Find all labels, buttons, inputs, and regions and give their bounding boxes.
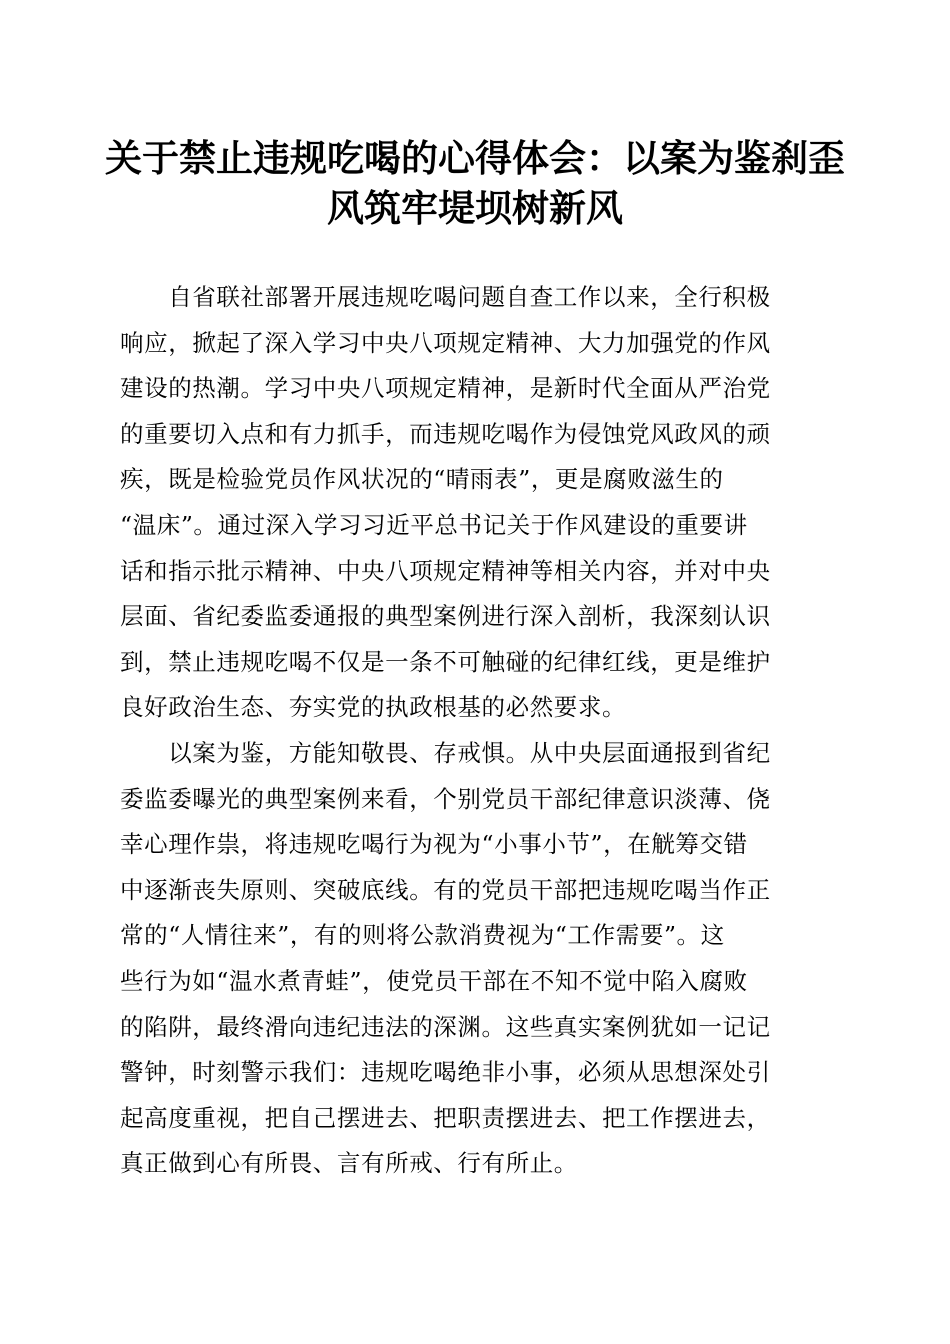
body-line: 建设的热潮。学习中央八项规定精神，是新时代全面从严治党	[120, 374, 771, 403]
body-line: 委监委曝光的典型案例来看，个别党员干部纪律意识淡薄、侥	[120, 784, 771, 813]
body-line: 自省联社部署开展违规吃喝问题自查工作以来，全行积极	[120, 283, 771, 311]
title-line-1: 关于禁止违规吃喝的心得体会：以案为鉴刹歪	[105, 136, 845, 180]
document-title	[100, 133, 850, 233]
body-line: 到，禁止违规吃喝不仅是一条不可触碰的纪律红线，更是维护	[120, 647, 771, 676]
body-line: 的陷阱，最终滑向违纪违法的深渊。这些真实案例犹如一记记	[120, 1012, 771, 1041]
body-line: 中逐渐丧失原则、突破底线。有的党员干部把违规吃喝当作正	[120, 875, 771, 904]
body-line: 以案为鉴，方能知敬畏、存戒惧。从中央层面通报到省纪	[120, 738, 771, 767]
title-line-2: 风筑牢堤坝树新风	[327, 186, 623, 230]
body-line: 警钟，时刻警示我们：违规吃喝绝非小事，必须从思想深处引	[120, 1058, 771, 1087]
body-line: 真正做到心有所畏、言有所戒、行有所止。	[120, 1149, 578, 1178]
body-line: 常的“人情往来”，有的则将公款消费视为“工作需要”。这	[120, 921, 725, 950]
body-line: 幸心理作祟，将违规吃喝行为视为“小事小节”，在觥筹交错	[120, 830, 748, 859]
body-line: 些行为如“温水煮青蛙”，使党员干部在不知不觉中陷入腐败	[120, 966, 748, 995]
body-line: 话和指示批示精神、中央八项规定精神等相关内容，并对中央	[120, 556, 771, 585]
body-line: 良好政治生态、夯实党的执政根基的必然要求。	[120, 693, 627, 722]
body-line: “温床”。通过深入学习习近平总书记关于作风建设的重要讲	[120, 510, 748, 539]
body-line: 疾，既是检验党员作风状况的“晴雨表”，更是腐败滋生的	[120, 465, 724, 494]
body-line: 的重要切入点和有力抓手，而违规吃喝作为侵蚀党风政风的顽	[120, 419, 771, 448]
body-line: 响应，掀起了深入学习中央八项规定精神、大力加强党的作风	[120, 328, 771, 357]
body-line: 层面、省纪委监委通报的典型案例进行深入剖析，我深刻认识	[120, 602, 771, 631]
body-line: 起高度重视，把自己摆进去、把职责摆进去、把工作摆进去，	[120, 1103, 771, 1132]
document-body	[120, 275, 825, 1187]
